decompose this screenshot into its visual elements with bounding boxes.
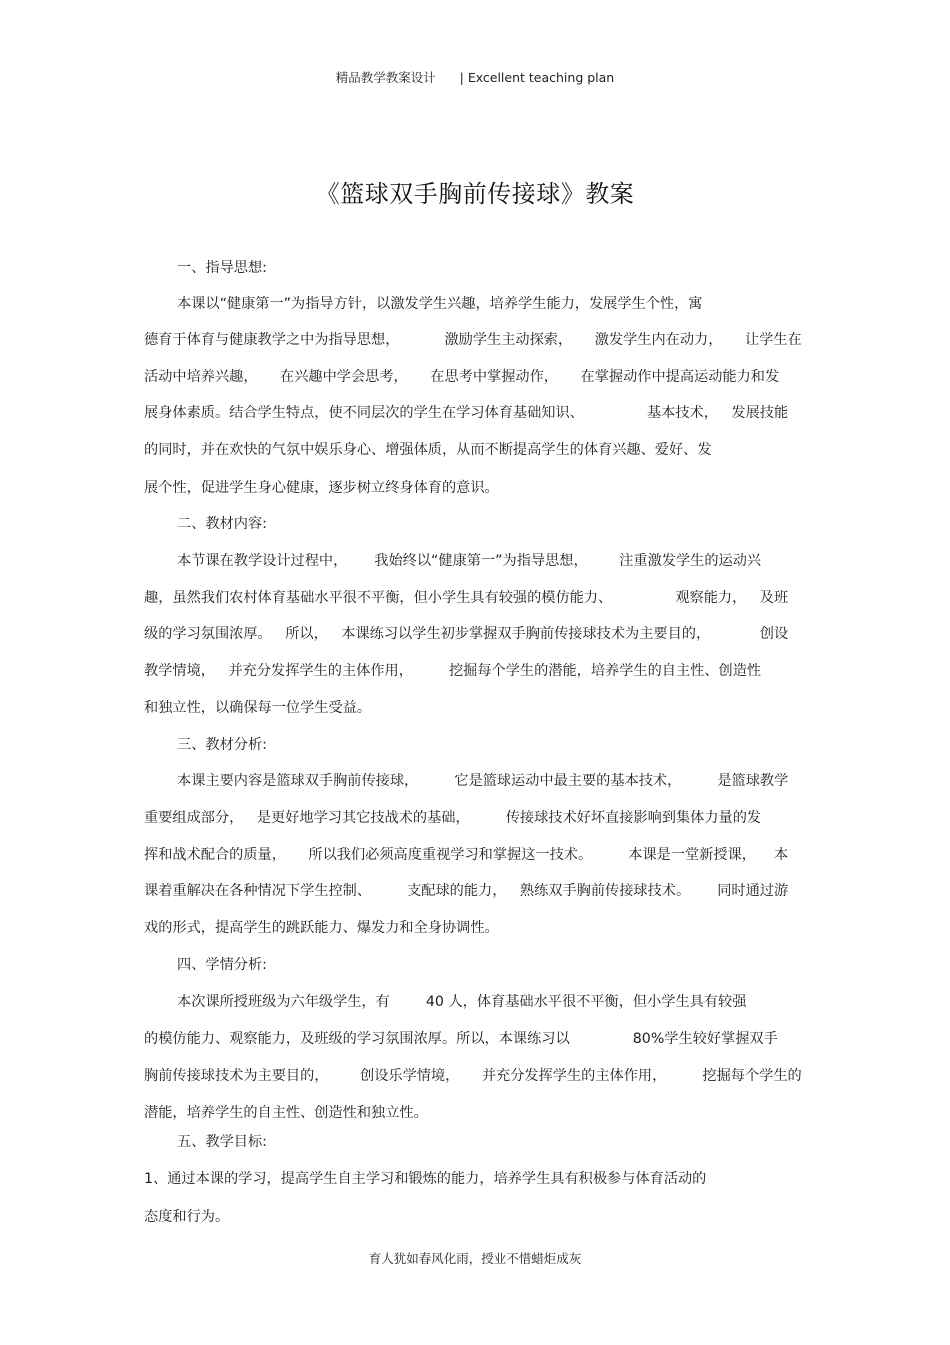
section-heading: 一、指导思想: — [177, 260, 267, 276]
paragraph-line: 活动中培养兴趣， 在兴趣中学会思考， 在思考中掌握动作， 在掌握动作中提高运动能力和发 — [144, 369, 780, 385]
paragraph-line: 本次课所授班级为六年级学生，有 40 人，体育基础水平很不平衡，但小学生具有较强 — [177, 994, 747, 1010]
paragraph-line: 1、通过本课的学习，提高学生自主学习和锻炼的能力，培养学生具有积极参与体育活动的 — [144, 1171, 707, 1187]
paragraph-line: 的同时，并在欢快的气氛中娱乐身心、增强体质，从而不断提高学生的体育兴趣、爱好、发 — [144, 442, 712, 458]
page-header — [0, 68, 950, 86]
header-right-text: Excellent teaching plan — [467, 70, 615, 85]
paragraph-line: 课着重解决在各种情况下学生控制、 支配球的能力， 熟练双手胸前传接球技术。 同时通过游 — [144, 883, 789, 899]
section-heading: 三、教材分析: — [177, 737, 267, 753]
page-title: 《篮球双手胸前传接球》教案 — [315, 180, 635, 208]
paragraph-line: 展身体素质。结合学生特点，使不同层次的学生在学习体育基础知识、 基本技术， 发展技能 — [144, 405, 789, 421]
paragraph-line: 本节课在教学设计过程中， 我始终以“健康第一”为指导思想， 注重激发学生的运动兴 — [177, 553, 762, 569]
page-footer: 育人犹如春风化雨，授业不惜蜡炬成灰 — [368, 1251, 582, 1266]
paragraph-line: 的模仿能力、观察能力，及班级的学习氛围浓厚。所以，本课练习以 80%学生较好掌握双手 — [144, 1031, 778, 1047]
paragraph-line: 挥和战术配合的质量， 所以我们必须高度重视学习和掌握这一技术。 本课是一堂新授课， 本 — [144, 847, 789, 863]
section-heading: 四、学情分析: — [177, 957, 267, 973]
paragraph-line: 德育于体育与健康教学之中为指导思想， 激励学生主动探索， 激发学生内在动力， 让学生在 — [144, 332, 802, 348]
paragraph-line: 级的学习氛围浓厚。 所以， 本课练习以学生初步掌握双手胸前传接球技术为主要目的， 创设 — [144, 626, 789, 642]
header-left-text: 精品教学教案设计 — [335, 70, 436, 85]
header-separator: | — [459, 70, 464, 85]
paragraph-line: 本课以“健康第一”为指导方针，以激发学生兴趣，培养学生能力，发展学生个性，寓 — [177, 296, 703, 312]
paragraph-line: 潜能，培养学生的自主性、创造性和独立性。 — [144, 1105, 428, 1121]
paragraph-line: 重要组成部分， 是更好地学习其它技战术的基础， 传接球技术好坏直接影响到集体力量的发 — [144, 810, 762, 826]
paragraph-line: 本课主要内容是篮球双手胸前传接球， 它是篮球运动中最主要的基本技术， 是篮球教学 — [177, 773, 789, 789]
section-heading: 五、教学目标: — [177, 1134, 267, 1150]
paragraph-line: 教学情境， 并充分发挥学生的主体作用， 挖掘每个学生的潜能，培养学生的自主性、创造性 — [144, 663, 762, 679]
paragraph-line: 展个性，促进学生身心健康，逐步树立终身体育的意识。 — [144, 480, 499, 496]
paragraph-line: 胸前传接球技术为主要目的， 创设乐学情境， 并充分发挥学生的主体作用， 挖掘每个学生的 — [144, 1068, 802, 1084]
paragraph-line: 和独立性，以确保每一位学生受益。 — [144, 700, 372, 716]
paragraph-line: 趣，虽然我们农村体育基础水平很不平衡，但小学生具有较强的模仿能力、 观察能力， 及班 — [144, 590, 789, 606]
paragraph-line: 戏的形式，提高学生的跳跃能力、爆发力和全身协调性。 — [144, 920, 499, 936]
paragraph-line: 态度和行为。 — [144, 1209, 230, 1225]
section-heading: 二、教材内容: — [177, 516, 267, 532]
